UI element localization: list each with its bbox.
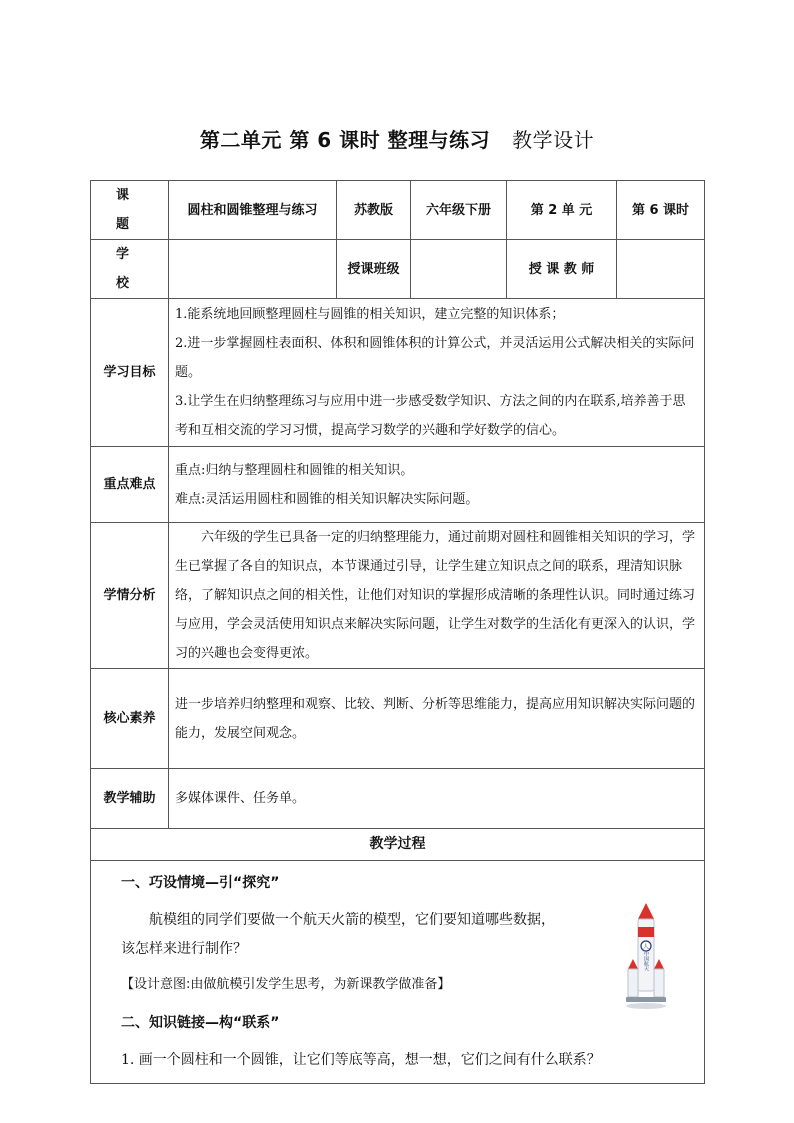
goal-item: 3.让学生在归纳整理练习与应用中进一步感受数学知识、方法之间的内在联系,培养善于思考和互相交流的学习习惯，提高学习数学的兴趣和学好数学的信心。 — [175, 394, 686, 438]
teacher-value — [617, 240, 705, 299]
rocket-logo: 人 — [642, 943, 650, 951]
section1-heading: 一、巧设情境—引“探究” — [121, 875, 280, 891]
topic-value: 圆柱和圆锥整理与练习 — [169, 181, 337, 240]
goal-item: 1.能系统地回顾整理圆柱与圆锥的相关知识，建立完整的知识体系； — [175, 307, 565, 322]
title-main: 第二单元 第 6 课时 整理与练习 — [199, 128, 491, 152]
teacher-label: 授 课 教 师 — [507, 240, 617, 299]
keypoint-item: 难点:灵活运用圆柱和圆锥的相关知识解决实际问题。 — [175, 491, 479, 507]
literacy-row — [91, 669, 705, 769]
section1-intent: 【设计意图:由做航模引发学生思考，为新课教学做准备】 — [121, 977, 451, 992]
rocket-label: 中国航天 — [643, 951, 649, 971]
topic-row — [91, 181, 705, 240]
lesson-plan-table — [90, 180, 705, 1084]
page-title — [0, 124, 794, 153]
publisher-value: 苏教版 — [337, 181, 411, 240]
analysis-content — [169, 523, 705, 669]
aids-text: 多媒体课件、任务单。 — [175, 791, 306, 806]
goal-item: 2.进一步掌握圆柱表面积、体积和圆锥体积的计算公式，并灵活运用公式解决相关的实际问题。 — [175, 336, 695, 380]
goals-row — [91, 299, 705, 447]
process-title-row — [91, 829, 705, 861]
rocket-image — [616, 901, 676, 1011]
school-label: 学 校 — [91, 240, 169, 299]
aids-row — [91, 769, 705, 829]
analysis-label: 学情分析 — [91, 523, 169, 669]
literacy-content — [169, 669, 705, 769]
analysis-row — [91, 523, 705, 669]
unit-value: 第 2 单 元 — [507, 181, 617, 240]
keypoints-row — [91, 447, 705, 523]
section2-item: 1. 画一个圆柱和一个圆锥，让它们等底等高，想一想，它们之间有什么联系？ — [121, 1052, 601, 1068]
process-title: 教学过程 — [91, 829, 705, 861]
analysis-text: 六年级的学生已具备一定的归纳整理能力，通过前期对圆柱和圆锥相关知识的学习，学生已掌握了各自的知识点，本节课通过引导，让学生建立知识点之间的联系，理清知识脉络，了解知识点之间的相关性，让他们对知识的掌握形成清晰的条理性认识。同时通过练习与应用，学会灵活使用知识点来解决实际问题，让学生对数学的生活化有更深入的认识，学习的兴趣也会变得更浓。 — [175, 530, 696, 661]
topic-label: 课 题 — [91, 181, 169, 240]
keypoints-label: 重点难点 — [91, 447, 169, 523]
class-value — [411, 240, 507, 299]
keypoints-content — [169, 447, 705, 523]
goals-content — [169, 299, 705, 447]
school-value — [169, 240, 337, 299]
process-content — [91, 861, 705, 1084]
goals-label: 学习目标 — [91, 299, 169, 447]
section1-text: 航模组的同学们要做一个航天火箭的模型，它们要知道哪些数据，该怎样来进行制作？ — [121, 912, 555, 957]
literacy-label: 核心素养 — [91, 669, 169, 769]
process-row — [91, 861, 705, 1084]
lesson-value: 第 6 课时 — [617, 181, 705, 240]
section2-heading: 二、知识链接—构“联系” — [121, 1015, 280, 1031]
aids-label: 教学辅助 — [91, 769, 169, 829]
class-label: 授课班级 — [337, 240, 411, 299]
literacy-text: 进一步培养归纳整理和观察、比较、判断、分析等思维能力，提高应用知识解决实际问题的能力，发展空间观念。 — [175, 696, 696, 741]
aids-content — [169, 769, 705, 829]
keypoint-item: 重点:归纳与整理圆柱和圆锥的相关知识。 — [175, 462, 414, 478]
school-row — [91, 240, 705, 299]
grade-value: 六年级下册 — [411, 181, 507, 240]
title-sub: 教学设计 — [512, 128, 595, 152]
